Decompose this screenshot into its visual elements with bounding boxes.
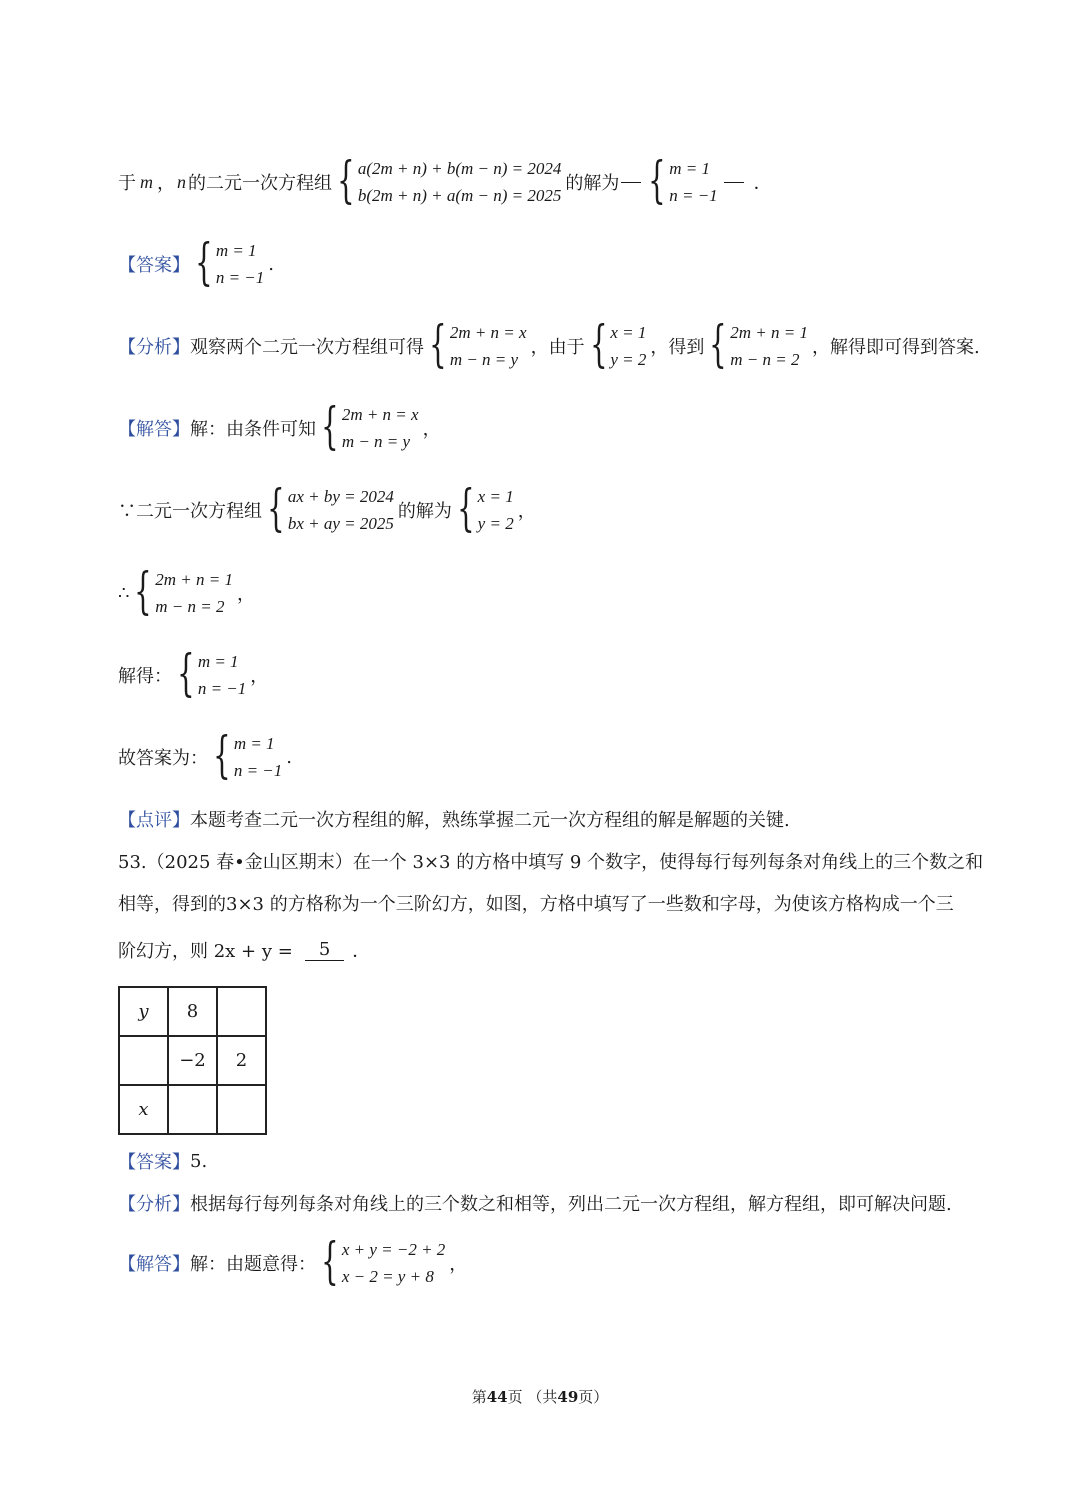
grid-cell: y (119, 987, 168, 1036)
q52-answer-blank (619, 151, 745, 209)
q52-solved-line (118, 644, 269, 702)
q52-stem-line (118, 151, 772, 209)
equation: m = 1 (197, 652, 239, 671)
q52-var-m: m (140, 171, 153, 192)
left-brace: { (267, 479, 285, 537)
equation: m − n = y (341, 432, 411, 451)
equation-stack (478, 483, 514, 537)
left-brace: { (709, 315, 728, 373)
blank-underline (724, 181, 744, 183)
equation: m − n = 2 (155, 597, 225, 616)
equation-stack (669, 155, 717, 209)
equation: m = 1 (669, 159, 710, 178)
left-brace: { (213, 726, 231, 784)
q53-analysis-line (118, 1190, 952, 1216)
q52-answer-line (118, 233, 274, 291)
equation: m = 1 (233, 734, 275, 753)
equation: 2m + n = x (449, 323, 527, 342)
answer-tag: 【答案】 (118, 1152, 190, 1173)
footer-pre: 第 (471, 1388, 487, 1406)
equation: m − n = 2 (730, 350, 800, 369)
final-end: . (286, 746, 292, 768)
equation: m = 1 (215, 241, 257, 260)
q53-answer-blank: 5 (305, 939, 344, 961)
equation: 2m + n = x (341, 405, 419, 424)
analysis-text: ，由于 (530, 337, 585, 358)
q53-answer-line (118, 1148, 207, 1174)
left-brace: { (321, 397, 339, 455)
grid-row (119, 1036, 266, 1085)
footer-post: 页） (578, 1388, 609, 1406)
left-brace: { (337, 151, 355, 209)
left-brace: { (195, 233, 213, 291)
q52-analysis-line (118, 315, 980, 373)
solution-end: ， (449, 1254, 468, 1275)
equation: m − n = y (449, 350, 519, 369)
equation: x = 1 (610, 323, 647, 342)
grid-row (119, 1085, 266, 1134)
q52-sep: ， (157, 173, 175, 194)
q52-stem-post: 的解为 (565, 173, 620, 194)
q53-text: 阶幻方，则 2x + y = (118, 941, 293, 962)
equation-stack (610, 319, 646, 373)
equation: x + y = −2 + 2 (341, 1240, 446, 1259)
equation: 2m + n = 1 (155, 570, 233, 589)
grid-cell (217, 1085, 266, 1134)
equation: n = −1 (233, 761, 283, 780)
solution-text: 解：由题意得： (190, 1254, 316, 1275)
q53-line-3 (118, 937, 370, 963)
page-number: 44 (486, 1388, 508, 1406)
q53-solution-line (118, 1232, 468, 1290)
equation: ax + by = 2024 (287, 487, 394, 506)
q52-equation-system (336, 151, 562, 209)
q53-line-1 (118, 848, 983, 874)
q52-stem-end: ． (753, 173, 772, 194)
q53-line-2 (118, 890, 954, 916)
analysis-tag: 【分析】 (118, 1194, 190, 1215)
solved-text: 解得： (118, 666, 172, 687)
solution-text: 解：由条件可知 (190, 419, 316, 440)
because-system (266, 479, 394, 537)
grid-cell (119, 1036, 168, 1085)
q53-text: 相等，得到的3×3 的方格称为一个三阶幻方，如图，方格中填写了一些数和字母，为使该方格构成一个三 (118, 894, 954, 915)
because-text: ∵二元一次方程组 (118, 501, 262, 522)
blank-underline (621, 181, 641, 183)
analysis-system-2 (589, 315, 647, 373)
q53-text: 53.（2025 春•金山区期末）在一个 3×3 的方格中填写 9 个数字，使得每行每列每条对角线上的三个数之和 (118, 852, 984, 873)
analysis-text: 观察两个二元一次方程组可得 (190, 337, 424, 358)
grid-cell (217, 987, 266, 1036)
solution-end: ， (422, 419, 441, 440)
equation: n = −1 (669, 186, 718, 205)
equation: n = −1 (197, 679, 247, 698)
left-brace: { (589, 315, 608, 373)
left-brace: { (321, 1232, 339, 1290)
final-system (212, 726, 283, 784)
q52-final-line (118, 726, 292, 784)
equation-stack (730, 319, 808, 373)
analysis-system-3 (708, 315, 808, 373)
comment-tag: 【点评】 (118, 810, 190, 831)
magic-square-grid (118, 986, 267, 1135)
q52-solution-line (118, 397, 441, 455)
analysis-text: ，得到 (650, 337, 705, 358)
solution-tag: 【解答】 (118, 1254, 190, 1275)
q52-stem-mid: 的二元一次方程组 (188, 173, 332, 194)
analysis-text: ，解得即可得到答案. (811, 337, 980, 358)
equation: bx + ay = 2025 (287, 514, 394, 533)
left-brace: { (429, 315, 447, 373)
q52-stem-pre: 于 (118, 173, 136, 194)
answer-end: . (268, 253, 274, 275)
equation-stack (342, 1236, 445, 1290)
comment-text: 本题考查二元一次方程组的解，熟练掌握二元一次方程组的解是解题的关键. (190, 810, 790, 831)
q52-comment-line (118, 806, 790, 832)
left-brace: { (648, 151, 667, 209)
equation: x − 2 = y + 8 (341, 1267, 434, 1286)
solved-end: ， (250, 666, 269, 687)
equation-stack (155, 566, 233, 620)
final-text: 故答案为： (118, 748, 208, 769)
solution-system (320, 397, 419, 455)
grid-cell: 8 (168, 987, 217, 1036)
answer-text: 5. (190, 1150, 208, 1172)
equation-stack (450, 319, 527, 373)
equation: y = 2 (477, 514, 514, 533)
equation: n = −1 (215, 268, 265, 287)
left-brace: { (134, 562, 153, 620)
grid-row (119, 987, 266, 1036)
solution-tag: 【解答】 (118, 419, 190, 440)
q52-var-n: n (177, 171, 186, 192)
grid-cell (168, 1085, 217, 1134)
grid-cell: −2 (168, 1036, 217, 1085)
equation-stack (342, 401, 419, 455)
q53-line-end: ． (352, 941, 371, 962)
q52-therefore-line (118, 562, 255, 620)
equation-stack (234, 730, 282, 784)
because-end: ， (517, 501, 536, 522)
solution-system (320, 1232, 446, 1290)
therefore-symbol: ∴ (118, 582, 130, 604)
equation: b(2m + n) + a(m − n) = 2025 (357, 186, 562, 205)
left-brace: { (177, 644, 195, 702)
equation: 2m + n = 1 (730, 323, 808, 342)
page-total: 49 (557, 1388, 579, 1406)
answer-equation-system (194, 233, 265, 291)
blank-equation-system (647, 151, 718, 209)
footer-mid: 页 （共 (507, 1388, 558, 1406)
solved-system (176, 644, 247, 702)
because-solution-system (456, 479, 514, 537)
equation-stack (358, 155, 562, 209)
q52-because-line (118, 479, 536, 537)
equation: y = 2 (610, 350, 647, 369)
grid-cell: 2 (217, 1036, 266, 1085)
grid-cell: x (119, 1085, 168, 1134)
analysis-system-1 (428, 315, 527, 373)
page-footer (0, 1386, 1080, 1407)
equation: x = 1 (477, 487, 514, 506)
left-brace: { (457, 479, 475, 537)
equation-stack (288, 483, 394, 537)
therefore-system (133, 562, 233, 620)
therefore-end: ， (237, 584, 255, 605)
equation: a(2m + n) + b(m − n) = 2024 (357, 159, 562, 178)
equation-stack (198, 648, 246, 702)
equation-stack (216, 237, 264, 291)
because-mid: 的解为 (397, 501, 452, 522)
analysis-tag: 【分析】 (118, 337, 190, 358)
analysis-text: 根据每行每列每条对角线上的三个数之和相等，列出二元一次方程组，解方程组，即可解决问题. (190, 1194, 952, 1215)
answer-tag: 【答案】 (118, 255, 190, 276)
